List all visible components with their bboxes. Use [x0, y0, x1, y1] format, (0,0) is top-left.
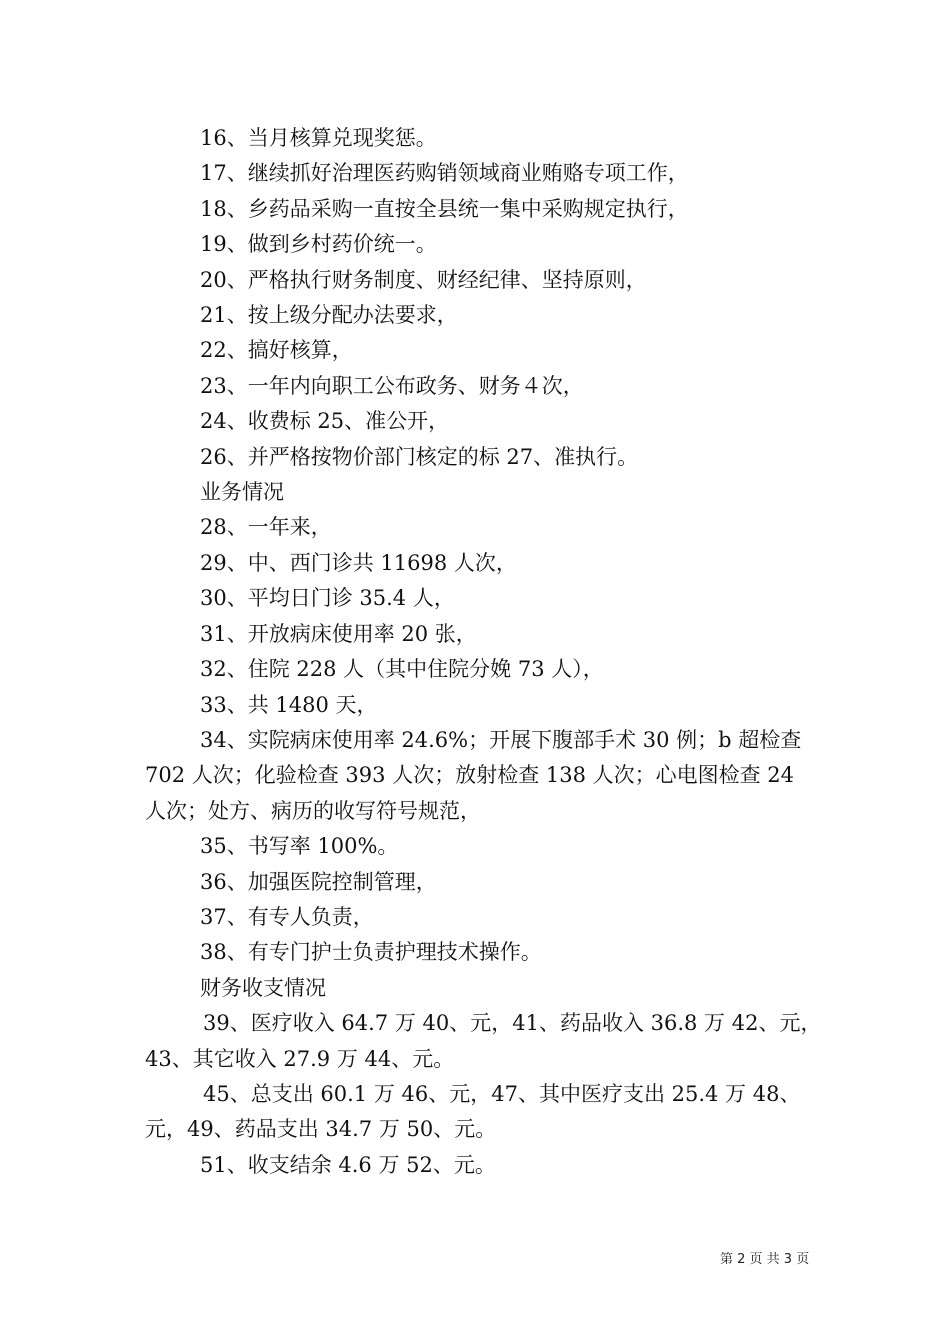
text-line: 29、中、西门诊共 11698 人次， — [200, 550, 517, 575]
text-line: 34、实院病床使用率 24.6%；开展下腹部手术 30 例；b 超检查 — [200, 727, 802, 752]
text-line: 20、严格执行财务制度、财经纪律、坚持原则， — [200, 267, 647, 292]
text-line: 21、按上级分配办法要求， — [200, 303, 458, 328]
text-line: 31、开放病床使用率 20 张， — [200, 621, 477, 646]
text-line: 36、加强医院控制管理， — [200, 869, 437, 894]
text-line: 18、乡药品采购一直按全县统一集中采购规定执行， — [200, 196, 689, 221]
text-line: 38、有专门护士负责护理技术操作。 — [200, 940, 542, 965]
page-number-footer: 第 2 页 共 3 页 — [720, 1252, 810, 1267]
text-line: 22、搞好核算， — [200, 338, 353, 363]
text-line: 43、其它收入 27.9 万 44、元。 — [145, 1046, 455, 1071]
text-line: 45、总支出 60.1 万 46、元，47、其中医疗支出 25.4 万 48、 — [203, 1081, 801, 1106]
text-line: 26、并严格按物价部门核定的标 27、准执行。 — [200, 444, 639, 469]
text-line: 元，49、药品支出 34.7 万 50、元。 — [145, 1117, 497, 1142]
section-heading-business: 业务情况 — [200, 480, 284, 505]
text-line: 39、医疗收入 64.7 万 40、元，41、药品收入 36.8 万 42、元， — [203, 1011, 822, 1036]
text-line: 35、书写率 100%。 — [200, 834, 399, 859]
text-line: 702 人次；化验检查 393 人次；放射检查 138 人次；心电图检查 24 — [145, 763, 795, 788]
section-heading-finance: 财务收支情况 — [200, 975, 326, 1000]
document-body — [145, 121, 825, 1183]
text-line: 16、当月核算兑现奖惩。 — [200, 126, 437, 150]
text-line: 人次；处方、病历的收写符号规范， — [145, 798, 481, 823]
text-line: 51、收支结余 4.6 万 52、元。 — [200, 1152, 496, 1177]
text-line: 19、做到乡村药价统一。 — [200, 232, 437, 257]
text-line: 28、一年来， — [200, 515, 332, 540]
text-line: 33、共 1480 天， — [200, 692, 378, 717]
text-line: 23、一年内向职工公布政务、财务４次， — [200, 373, 584, 398]
text-line: 17、继续抓好治理医药购销领域商业贿赂专项工作， — [200, 161, 689, 186]
text-line: 37、有专人负责， — [200, 904, 374, 929]
text-line: 32、住院 228 人（其中住院分娩 73 人）， — [200, 657, 604, 682]
text-line: 30、平均日门诊 35.4 人， — [200, 586, 455, 611]
text-line: 24、收费标 25、准公开， — [200, 409, 450, 434]
